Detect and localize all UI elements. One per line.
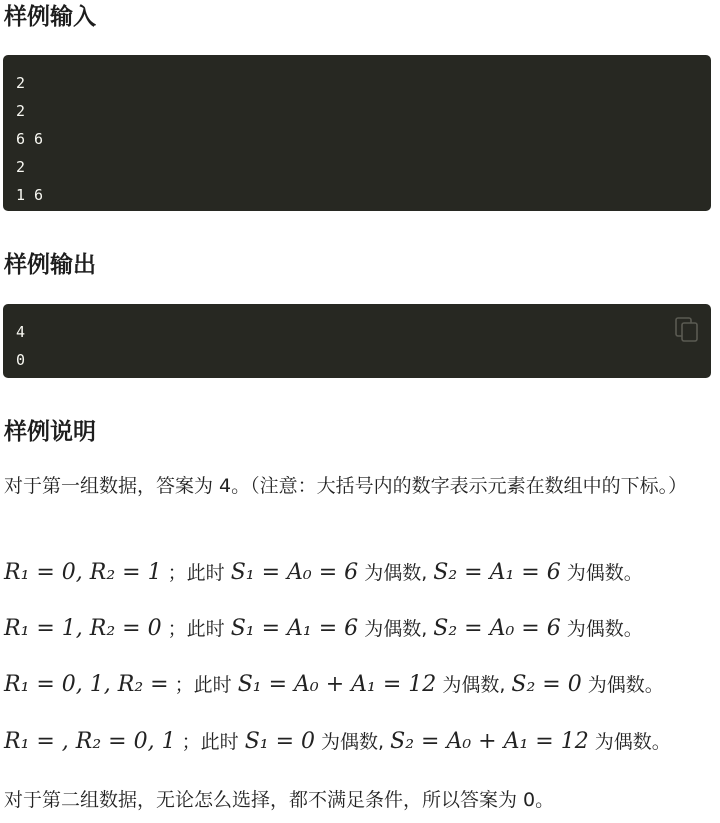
even-text: 为偶数,	[364, 618, 428, 640]
sample-explanation-title: 样例说明	[4, 419, 96, 445]
s2-formula: S₂ = 0	[511, 672, 582, 697]
sample-output-block[interactable]	[3, 304, 711, 378]
case-line	[4, 727, 704, 757]
even-text: 为偶数,	[321, 731, 385, 753]
separator-text: ；此时	[167, 562, 225, 584]
sample-input-block[interactable]	[3, 55, 711, 211]
s1-formula: S₁ = 0	[244, 729, 315, 754]
code-line: 1 6	[16, 186, 44, 204]
case-line	[4, 614, 704, 644]
s1-formula: S₁ = A₀ = 6	[230, 560, 359, 585]
code-line: 0	[16, 351, 26, 369]
even-text: 为偶数。	[587, 674, 664, 696]
sample-input-title: 样例输入	[4, 4, 96, 30]
separator-text: ；此时	[167, 618, 225, 640]
s2-formula: S₂ = A₀ = 6	[433, 616, 561, 641]
copy-icon[interactable]	[675, 317, 699, 343]
s1-formula: S₁ = A₀ + A₁ = 12	[237, 672, 437, 697]
sample-output-title: 样例输出	[4, 252, 96, 278]
case-line	[4, 558, 704, 588]
explanation-conclusion: 对于第二组数据，无论怎么选择，都不满足条件，所以答案为 0。	[4, 789, 555, 811]
s2-formula: S₂ = A₀ + A₁ = 12	[390, 729, 589, 754]
even-text: 为偶数。	[566, 618, 643, 640]
s1-formula: S₁ = A₁ = 6	[230, 616, 359, 641]
code-line: 2	[16, 74, 26, 92]
code-line: 2	[16, 158, 26, 176]
explanation-intro: 对于第一组数据，答案为 4。（注意：大括号内的数字表示元素在数组中的下标。）	[4, 475, 688, 497]
even-text: 为偶数。	[594, 731, 671, 753]
s2-formula: S₂ = A₁ = 6	[433, 560, 561, 585]
code-line: 6 6	[16, 130, 44, 148]
r-assignment: R₁ = , R₂ = 0, 1	[4, 729, 176, 754]
separator-text: ；此时	[181, 731, 239, 753]
code-line: 4	[16, 323, 26, 341]
separator-text: ；此时	[174, 674, 232, 696]
r-assignment: R₁ = 0, R₂ = 1	[4, 560, 162, 585]
even-text: 为偶数,	[364, 562, 428, 584]
code-line: 2	[16, 102, 26, 120]
even-text: 为偶数。	[566, 562, 643, 584]
r-assignment: R₁ = 1, R₂ = 0	[4, 616, 162, 641]
case-line	[4, 670, 704, 700]
r-assignment: R₁ = 0, 1, R₂ =	[4, 672, 169, 697]
even-text: 为偶数,	[442, 674, 506, 696]
